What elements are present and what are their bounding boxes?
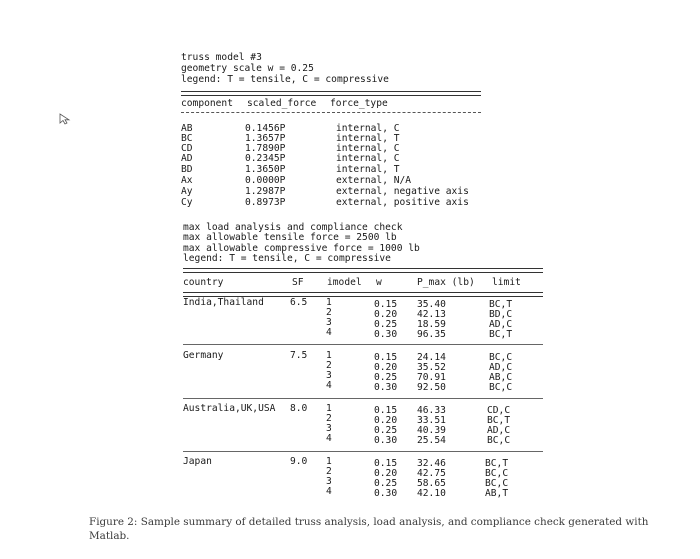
w-value: 0.25 xyxy=(374,425,398,436)
force-component: BD xyxy=(181,164,193,175)
limit-value: AD,C xyxy=(489,319,513,330)
w-value: 0.20 xyxy=(374,415,398,426)
imodel-value: 1 xyxy=(326,456,332,467)
imodel-value: 2 xyxy=(326,307,332,318)
dash-rule xyxy=(181,112,481,113)
force-type: internal, T xyxy=(336,133,400,144)
w-value: 0.25 xyxy=(374,319,398,330)
limit-value: BC,C xyxy=(487,435,511,446)
w-value: 0.30 xyxy=(374,329,398,340)
pmax-value: 92.50 xyxy=(417,382,446,393)
country-name: Japan xyxy=(183,456,212,467)
max-compressive: max allowable compressive force = 1000 lb xyxy=(183,243,420,254)
limit-value: BD,C xyxy=(489,309,513,320)
force-component: AB xyxy=(181,123,193,134)
force-type: external, N/A xyxy=(336,175,412,186)
header-sf: SF xyxy=(292,277,304,288)
pmax-value: 24.14 xyxy=(417,352,446,363)
force-value: 0.0000P xyxy=(245,175,286,186)
imodel-value: 2 xyxy=(326,360,332,371)
limit-value: BC,C xyxy=(489,352,513,363)
limit-value: AB,T xyxy=(485,488,509,499)
pmax-value: 46.33 xyxy=(417,405,446,416)
limit-value: BC,T xyxy=(485,458,509,469)
force-component: CD xyxy=(181,143,193,154)
imodel-value: 1 xyxy=(326,297,332,308)
imodel-value: 3 xyxy=(326,423,332,434)
group-divider xyxy=(183,451,543,452)
limit-value: CD,C xyxy=(487,405,511,416)
imodel-value: 3 xyxy=(326,476,332,487)
w-value: 0.25 xyxy=(374,478,398,489)
double-rule xyxy=(183,268,543,273)
w-value: 0.15 xyxy=(374,299,398,310)
limit-value: BC,T xyxy=(489,299,513,310)
imodel-value: 1 xyxy=(326,403,332,414)
force-component: Ax xyxy=(181,175,193,186)
w-value: 0.15 xyxy=(374,352,398,363)
group-divider xyxy=(183,398,543,399)
limit-value: BC,T xyxy=(489,329,513,340)
imodel-value: 3 xyxy=(326,317,332,328)
double-rule xyxy=(181,91,481,96)
figure-caption: Figure 2: Sample summary of detailed truss analysis, load analysis, and compliance check generated with Matlab. xyxy=(89,516,649,542)
limit-value: AB,C xyxy=(489,372,513,383)
force-component: Cy xyxy=(181,197,193,208)
imodel-value: 2 xyxy=(326,413,332,424)
force-type: external, positive axis xyxy=(336,197,469,208)
imodel-value: 4 xyxy=(326,433,332,444)
pmax-value: 42.75 xyxy=(417,468,446,479)
load-legend: legend: T = tensile, C = compressive xyxy=(183,253,391,264)
limit-value: BC,C xyxy=(485,468,509,479)
w-value: 0.15 xyxy=(374,405,398,416)
w-value: 0.20 xyxy=(374,309,398,320)
w-value: 0.25 xyxy=(374,372,398,383)
pmax-value: 96.35 xyxy=(417,329,446,340)
legend-line: legend: T = tensile, C = compressive xyxy=(181,74,389,85)
limit-value: AD,C xyxy=(487,425,511,436)
force-type: external, negative axis xyxy=(336,186,469,197)
group-divider xyxy=(183,344,543,345)
force-type: internal, C xyxy=(336,153,400,164)
country-name: Germany xyxy=(183,350,224,361)
pmax-value: 35.40 xyxy=(417,299,446,310)
geometry-scale: geometry scale w = 0.25 xyxy=(181,63,314,74)
model-title: truss model #3 xyxy=(181,52,262,63)
header-scaled-force: scaled_force xyxy=(247,98,317,109)
w-value: 0.20 xyxy=(374,362,398,373)
force-component: AD xyxy=(181,153,193,164)
w-value: 0.30 xyxy=(374,382,398,393)
w-value: 0.20 xyxy=(374,468,398,479)
country-name: India,Thailand xyxy=(183,297,264,308)
pmax-value: 40.39 xyxy=(417,425,446,436)
pmax-value: 35.52 xyxy=(417,362,446,373)
limit-value: AD,C xyxy=(489,362,513,373)
force-value: 1.7890P xyxy=(245,143,286,154)
header-pmax: P_max (lb) xyxy=(417,277,475,288)
limit-value: BC,C xyxy=(485,478,509,489)
header-component: component xyxy=(181,98,233,109)
pmax-value: 70.91 xyxy=(417,372,446,383)
max-tensile: max allowable tensile force = 2500 lb xyxy=(183,232,397,243)
force-value: 0.2345P xyxy=(245,153,286,164)
force-value: 0.1456P xyxy=(245,123,286,134)
load-section-title: max load analysis and compliance check xyxy=(183,222,403,233)
header-limit: limit xyxy=(492,277,521,288)
pmax-value: 42.13 xyxy=(417,309,446,320)
force-value: 1.3657P xyxy=(245,133,286,144)
w-value: 0.30 xyxy=(374,488,398,499)
safety-factor: 6.5 xyxy=(290,297,308,308)
header-imodel: imodel xyxy=(327,277,362,288)
w-value: 0.30 xyxy=(374,435,398,446)
imodel-value: 4 xyxy=(326,327,332,338)
pmax-value: 25.54 xyxy=(417,435,446,446)
force-type: internal, C xyxy=(336,143,400,154)
safety-factor: 8.0 xyxy=(290,403,308,414)
pmax-value: 42.10 xyxy=(417,488,446,499)
country-name: Australia,UK,USA xyxy=(183,403,276,414)
force-value: 0.8973P xyxy=(245,197,286,208)
limit-value: BC,C xyxy=(489,382,513,393)
force-type: internal, C xyxy=(336,123,400,134)
pmax-value: 33.51 xyxy=(417,415,446,426)
force-value: 1.3650P xyxy=(245,164,286,175)
force-type: internal, T xyxy=(336,164,400,175)
w-value: 0.15 xyxy=(374,458,398,469)
limit-value: BC,T xyxy=(487,415,511,426)
safety-factor: 9.0 xyxy=(290,456,308,467)
header-w: w xyxy=(376,277,382,288)
force-component: Ay xyxy=(181,186,193,197)
header-force-type: force_type xyxy=(330,98,388,109)
safety-factor: 7.5 xyxy=(290,350,308,361)
force-value: 1.2987P xyxy=(245,186,286,197)
imodel-value: 1 xyxy=(326,350,332,361)
mouse-cursor-icon xyxy=(59,113,73,125)
force-component: BC xyxy=(181,133,193,144)
imodel-value: 4 xyxy=(326,380,332,391)
pmax-value: 58.65 xyxy=(417,478,446,489)
imodel-value: 4 xyxy=(326,486,332,497)
pmax-value: 32.46 xyxy=(417,458,446,469)
pmax-value: 18.59 xyxy=(417,319,446,330)
imodel-value: 3 xyxy=(326,370,332,381)
header-country: country xyxy=(183,277,224,288)
imodel-value: 2 xyxy=(326,466,332,477)
